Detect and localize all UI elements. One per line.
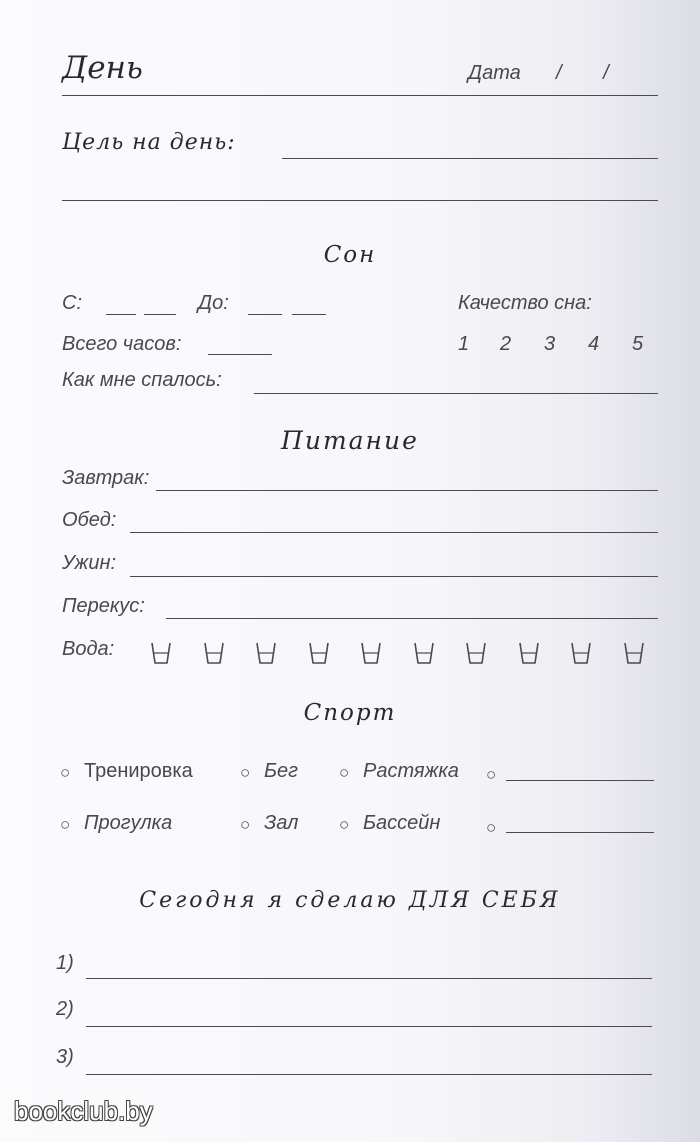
checkbox-circle[interactable]: ○	[60, 815, 71, 834]
breakfast-label: Завтрак:	[62, 467, 150, 489]
snack-label: Перекус:	[62, 595, 145, 617]
self-heading	[0, 888, 700, 913]
goal-line-1[interactable]	[282, 158, 658, 159]
nutrition-heading: Питание	[281, 426, 419, 455]
checkbox-circle[interactable]: ○	[486, 818, 497, 837]
sport-gym: Зал	[264, 812, 299, 834]
water-cup-icon[interactable]	[465, 641, 487, 665]
date-slashes: / /	[556, 62, 627, 84]
sleep-quality-label: Качество сна:	[458, 292, 592, 314]
sleep-to-minutes[interactable]	[292, 314, 326, 315]
sport-other-2[interactable]	[506, 832, 654, 833]
sport-other-1[interactable]	[506, 780, 654, 781]
water-cup-icon[interactable]	[623, 641, 645, 665]
breakfast-field[interactable]	[156, 490, 658, 491]
checkbox-circle[interactable]: ○	[240, 815, 251, 834]
self-item-3: 3)	[56, 1046, 74, 1068]
sleep-how-label: Как мне спалось:	[62, 369, 222, 391]
water-cup-icon[interactable]	[255, 641, 277, 665]
quality-3[interactable]: 3	[544, 333, 556, 355]
sleep-heading: Сон	[323, 242, 377, 268]
sleep-from-minutes[interactable]	[144, 314, 176, 315]
snack-field[interactable]	[166, 618, 658, 619]
checkbox-circle[interactable]: ○	[486, 765, 497, 784]
quality-1[interactable]: 1	[458, 333, 470, 355]
self-field-1[interactable]	[86, 978, 652, 979]
water-cup-icon[interactable]	[308, 641, 330, 665]
checkbox-circle[interactable]: ○	[240, 763, 251, 782]
water-cup-icon[interactable]	[518, 641, 540, 665]
sport-walk: Прогулка	[84, 812, 173, 834]
water-cup-icon[interactable]	[413, 641, 435, 665]
quality-2[interactable]: 2	[500, 333, 512, 355]
date-label: Дата	[468, 62, 521, 84]
dinner-label: Ужин:	[62, 552, 117, 574]
self-item-1: 1)	[56, 952, 74, 974]
sport-running: Бег	[264, 760, 299, 782]
water-cup-icon[interactable]	[203, 641, 225, 665]
self-heading-b: ДЛЯ СЕБЯ	[408, 888, 561, 913]
checkbox-circle[interactable]: ○	[339, 815, 350, 834]
page-title: День	[62, 50, 143, 86]
sleep-how-field[interactable]	[254, 393, 658, 394]
quality-5[interactable]: 5	[632, 333, 644, 355]
sleep-to-hours[interactable]	[248, 314, 282, 315]
self-item-2: 2)	[56, 998, 74, 1020]
sleep-total-field[interactable]	[208, 354, 272, 355]
water-cup-icon[interactable]	[570, 641, 592, 665]
self-field-2[interactable]	[86, 1026, 652, 1027]
sleep-total-label: Всего часов:	[62, 333, 182, 355]
goal-line-2[interactable]	[62, 200, 658, 201]
watermark-text: bookclub.by	[14, 1096, 153, 1126]
sport-pool: Бассейн	[363, 812, 441, 834]
checkbox-circle[interactable]: ○	[60, 763, 71, 782]
title-underline	[62, 95, 658, 96]
sleep-from-label: С:	[62, 292, 82, 314]
self-field-3[interactable]	[86, 1074, 652, 1075]
self-heading-a: Сегодня я сделаю	[139, 888, 399, 913]
water-cup-icon[interactable]	[360, 641, 382, 665]
sport-training: Тренировка	[84, 760, 193, 782]
sport-heading: Спорт	[303, 700, 397, 726]
sleep-to-label: До:	[198, 292, 229, 314]
sleep-from-hours[interactable]	[106, 314, 136, 315]
water-cup-icon[interactable]	[150, 641, 172, 665]
lunch-field[interactable]	[130, 532, 658, 533]
quality-4[interactable]: 4	[588, 333, 600, 355]
sport-stretching: Растяжка	[363, 760, 459, 782]
checkbox-circle[interactable]: ○	[339, 763, 350, 782]
lunch-label: Обед:	[62, 509, 117, 531]
dinner-field[interactable]	[130, 576, 658, 577]
water-label: Вода:	[62, 638, 115, 660]
goal-label: Цель на день:	[62, 130, 236, 155]
